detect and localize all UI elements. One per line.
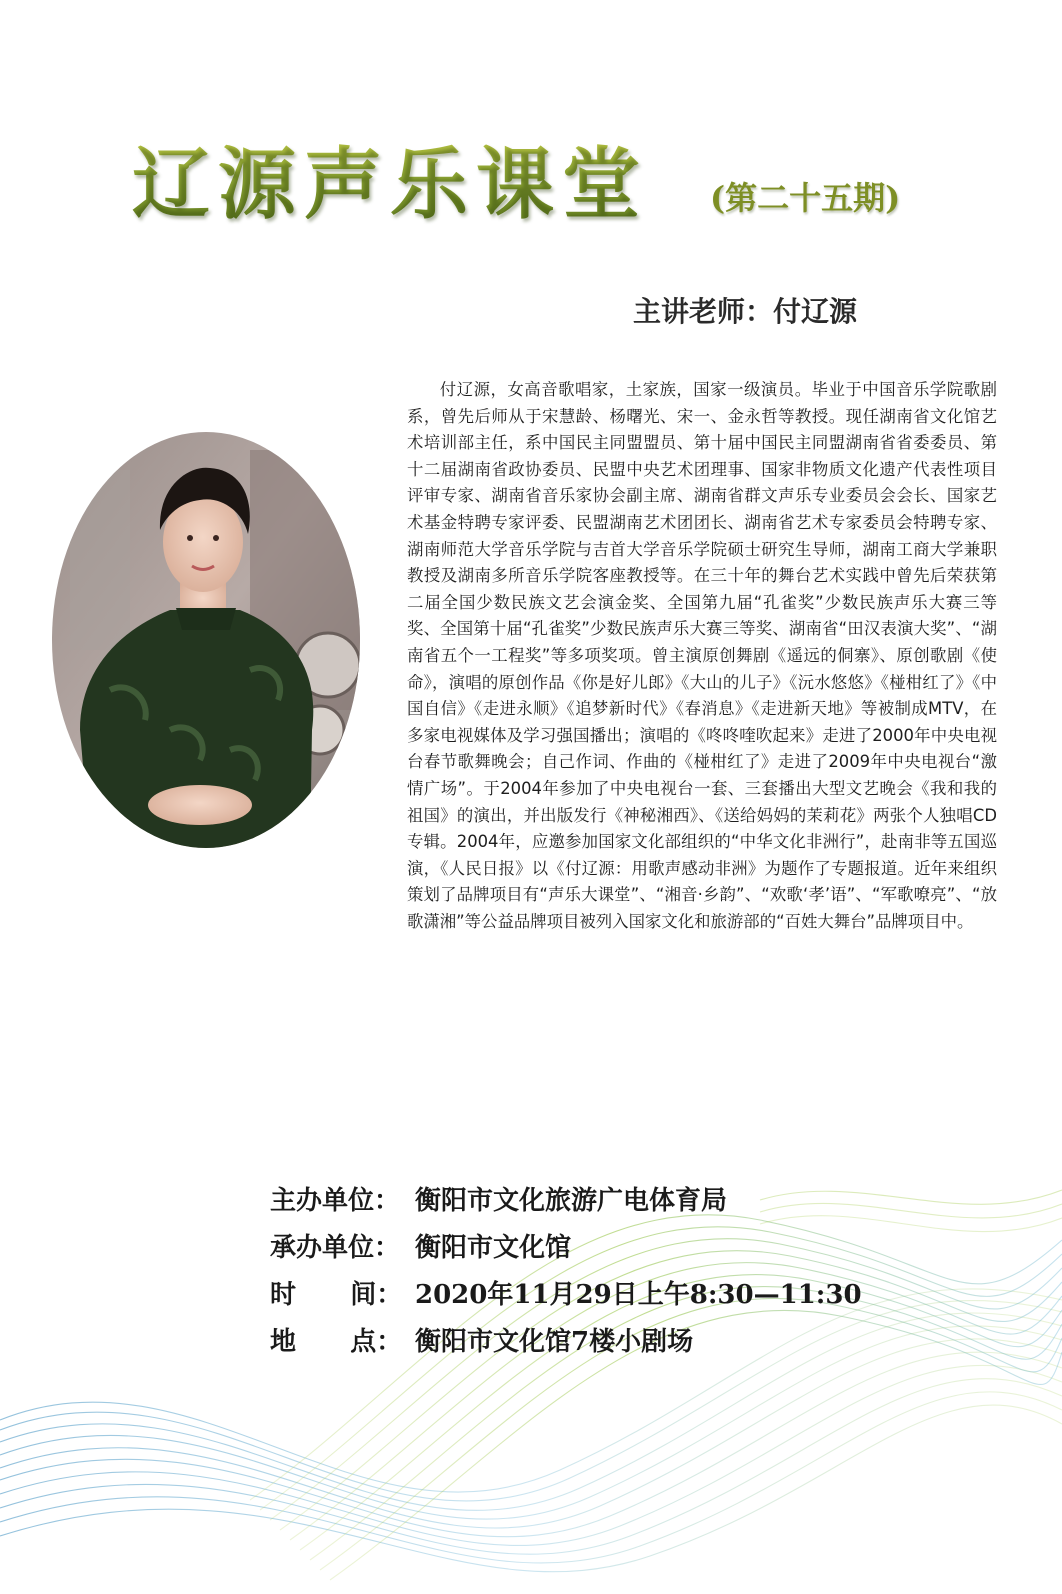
co-organizer-label: 承办单位： [270,1233,401,1263]
lecturer-line: 主讲老师：付辽源 [633,295,858,328]
event-info [270,1180,862,1368]
location-label: 地 点： [270,1327,403,1357]
poster-title: 辽源声乐课堂 [132,122,648,234]
organizer-label: 主办单位： [270,1186,401,1216]
co-organizer-value: 衡阳市文化馆 [415,1233,572,1263]
time-value: 2020年11月29日上午8:30—11:30 [415,1280,862,1310]
time-label: 时 间： [270,1280,403,1310]
organizer-row [270,1180,862,1227]
co-organizer-row [270,1227,862,1274]
issue-number: (第二十五期) [710,179,901,217]
lecturer-biography: 付辽源，女高音歌唱家，土家族，国家一级演员。毕业于中国音乐学院歌剧系，曾先后师从于宋慧龄、杨曙光、宋一、金永哲等教授。现任湖南省文化馆艺术培训部主任，系中国民主同盟盟员、第十届中国民主同盟湖南省省委委员、第十二届湖南省政协委员、民盟中央艺术团理事、国家非物质文化遗产代表性项目评审专家、湖南省音乐家协会副主席、湖南省群文声乐专业委员会会长、国家艺术基金特聘专家评委、民盟湖南艺术团团长、湖南省艺术专家委员会特聘专家、湖南师范大学音乐学院与吉首大学音乐学院硕士研究生导师，湖南工商大学兼职教授及湖南多所音乐学院客座教授等。在三十年的舞台艺术实践中曾先后荣获第二届全国少数民族文艺会演金奖、全国第九届“孔雀奖”少数民族声乐大赛三等奖、全国第十届“孔雀奖”少数民族声乐大赛三等奖、湖南省“田汉表演大奖”、“湖南省五个一工程奖”等多项奖项。曾主演原创舞剧《遥远的侗寨》、原创歌剧《使命》，演唱的原创作品《你是好儿郎》《大山的儿子》《沅水悠悠》《椪柑红了》《中国自信》《走进永顺》《追梦新时代》《春消息》《走进新天地》等被制成MTV，在多家电视媒体及学习强国播出；演唱的《咚咚喹吹起来》走进了2000年中央电视台春节歌舞晚会；自己作词、作曲的《椪柑红了》走进了2009年中央电视台“激情广场”。于2004年参加了中央电视台一套、三套播出大型文艺晚会《我和我的祖国》的演出，并出版发行《神秘湘西》、《送给妈妈的茉莉花》两张个人独唱CD专辑。2004年，应邀参加国家文化部组织的“中华文化非洲行”，赴南非等五国巡演，《人民日报》以《付辽源：用歌声感动非洲》为题作了专题报道。近年来组织策划了品牌项目有“声乐大课堂”、“湘音·乡韵”、“欢歌‘孝’语”、“军歌嘹亮”、“放歌潇湘”等公益品牌项目被列入国家文化和旅游部的“百姓大舞台”品牌项目中。 [407,380,997,931]
time-row [270,1274,862,1321]
location-row [270,1321,862,1368]
location-value: 衡阳市文化馆7楼小剧场 [415,1327,694,1357]
lecturer-portrait [50,430,362,850]
organizer-value: 衡阳市文化旅游广电体育局 [415,1186,728,1216]
